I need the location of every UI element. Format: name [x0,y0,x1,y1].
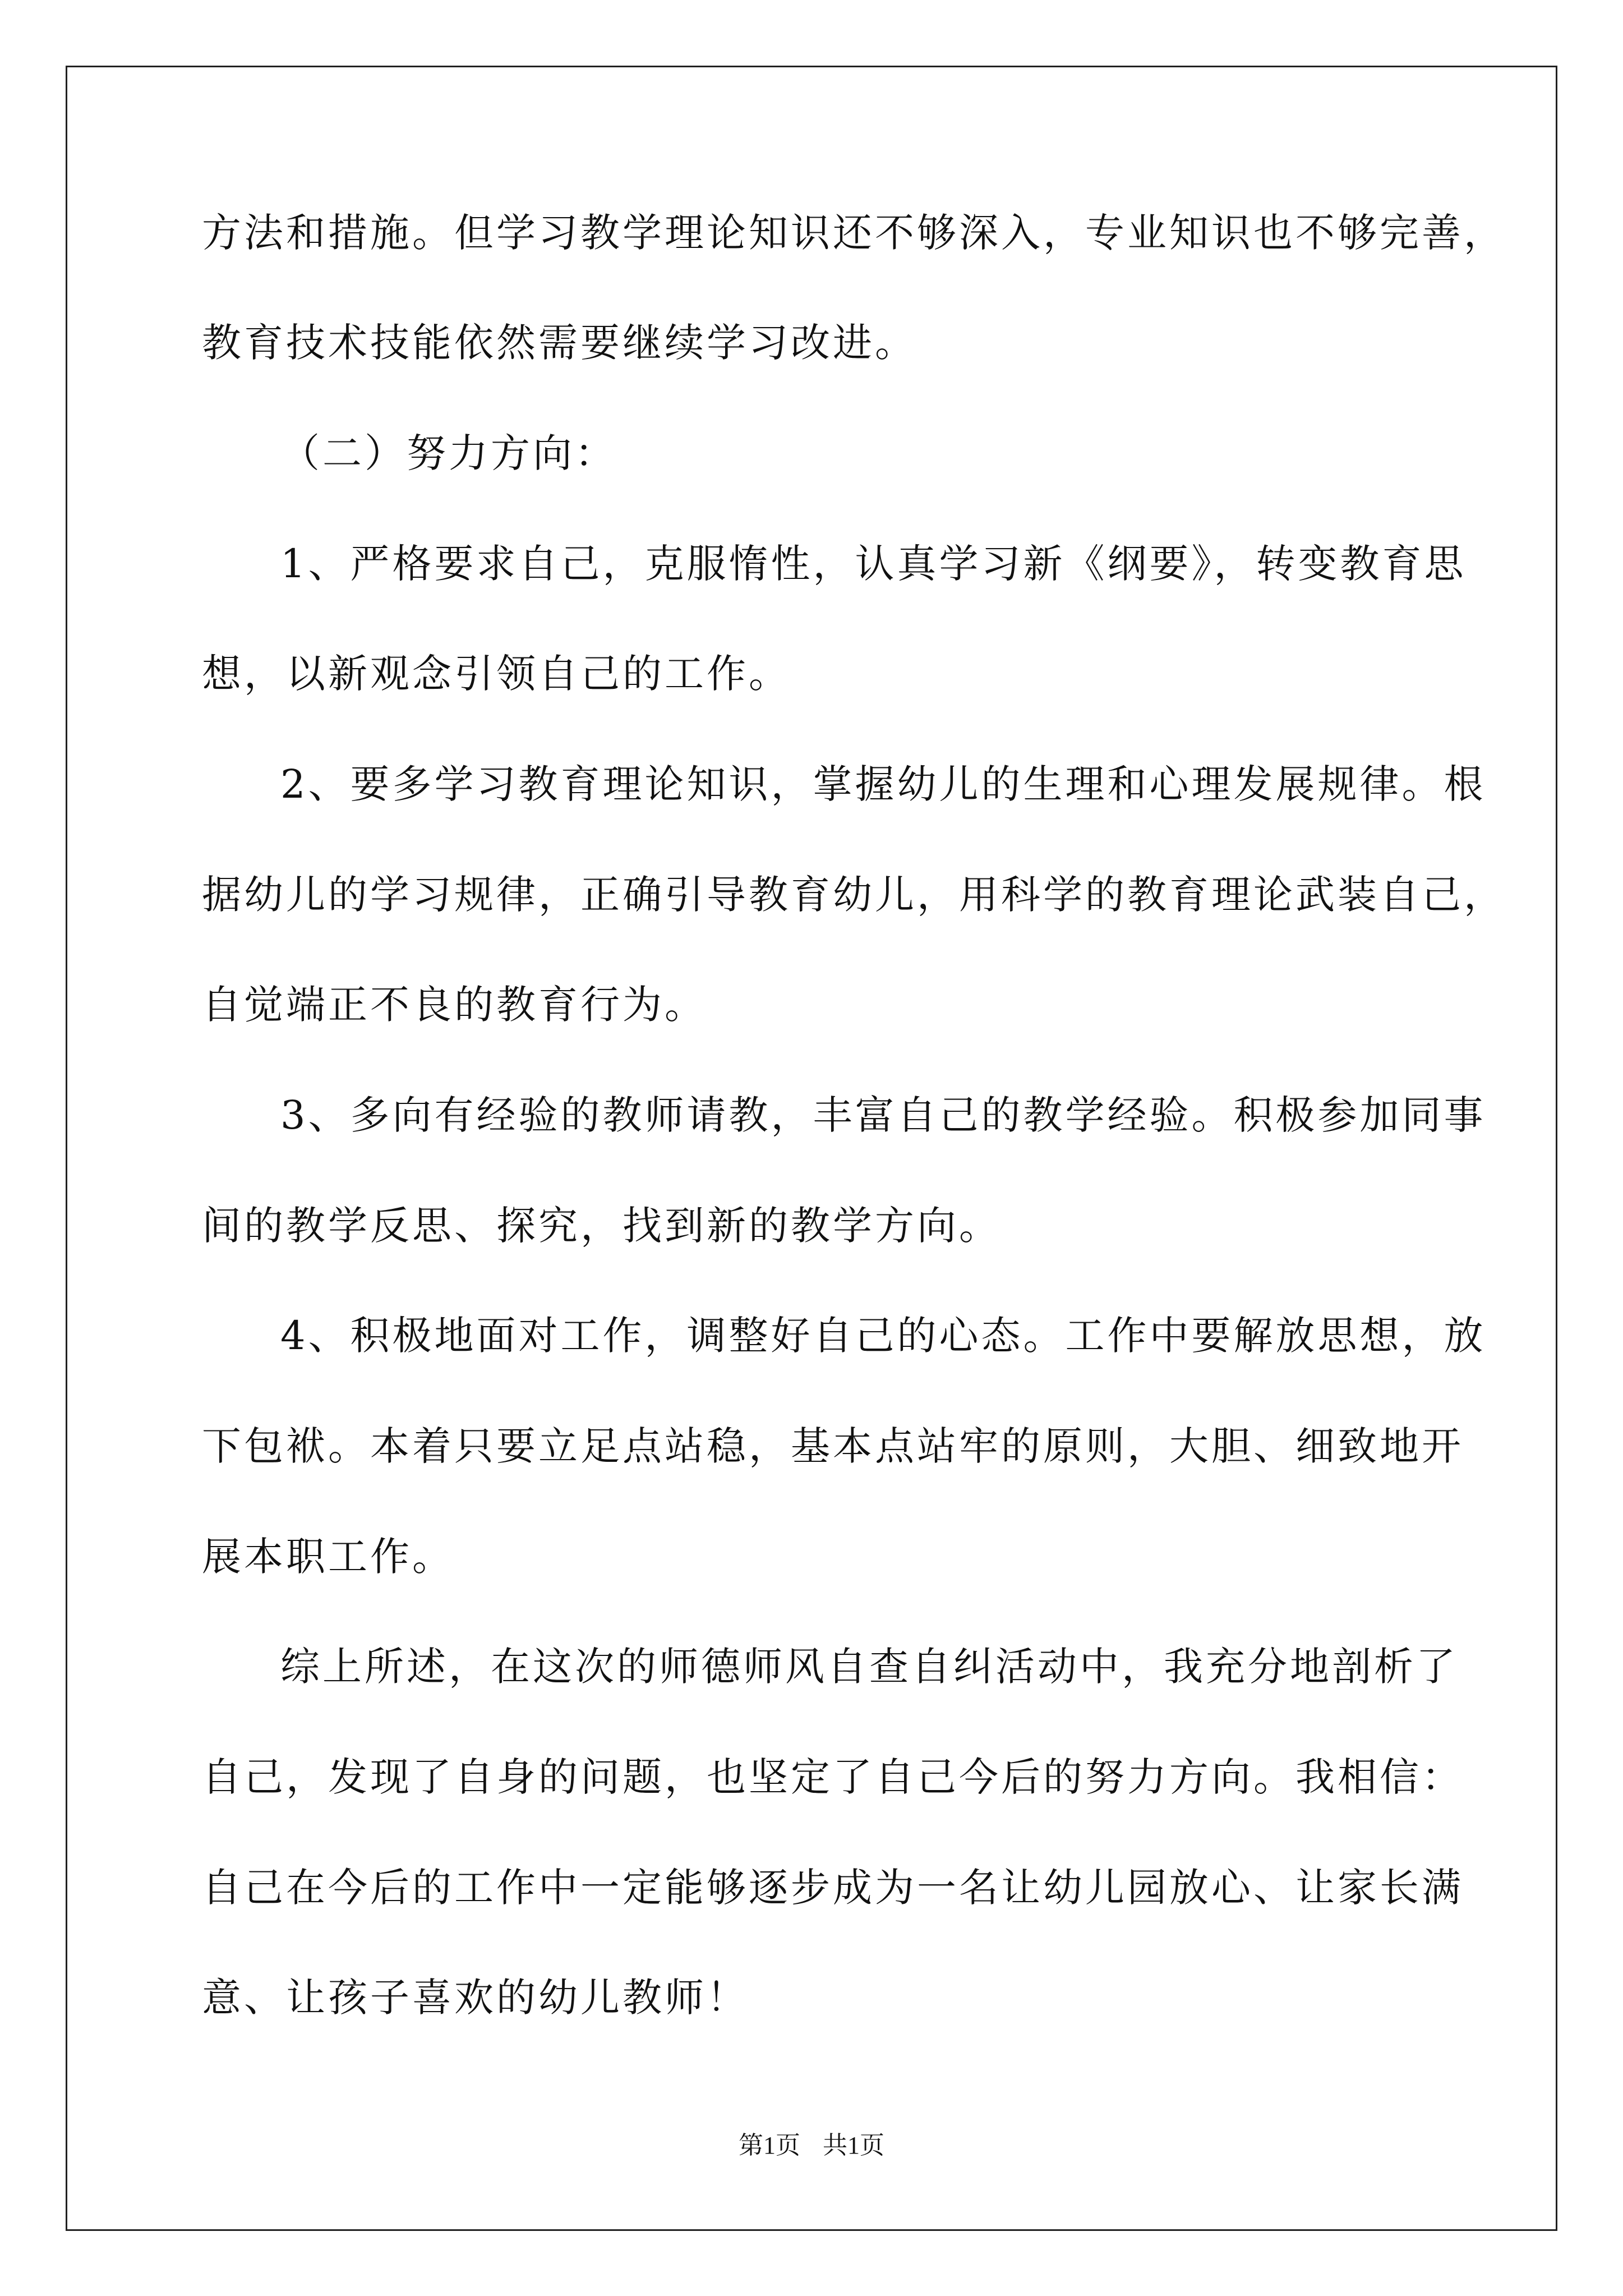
text-line: 综上所述，在这次的师德师风自查自纠活动中，我充分地剖析了 [280,1644,1458,1690]
text-line: 意、让孩子喜欢的幼儿教师！ [202,1975,749,2021]
section-heading: （二）努力方向： [280,430,617,476]
text-line: 据幼儿的学习规律，正确引导教育幼儿，用科学的教育理论武装自己， [202,872,1506,918]
text-line: 4、积极地面对工作，调整好自己的心态。工作中要解放思想，放 [280,1313,1486,1359]
text-line: 间的教学反思、探究，找到新的教学方向。 [202,1203,1001,1249]
text-line: 3、多向有经验的教师请教，丰富自己的教学经验。积极参加同事 [280,1092,1486,1138]
page-total: 共1页 [823,2132,884,2159]
text-line: 自己在今后的工作中一定能够逐步成为一名让幼儿园放心、让家长满 [202,1865,1464,1911]
text-line: 自觉端正不良的教育行为。 [202,982,707,1028]
text-line: 下包袱。本着只要立足点站稳，基本点站牢的原则，大胆、细致地开 [202,1423,1464,1469]
page-footer [0,2129,1623,2162]
text-line: 2、要多学习教育理论知识，掌握幼儿的生理和心理发展规律。根 [280,761,1486,807]
text-line: 方法和措施。但学习教学理论知识还不够深入，专业知识也不够完善， [202,210,1506,256]
text-line: 展本职工作。 [202,1534,454,1580]
text-line: 想，以新观念引领自己的工作。 [202,651,791,697]
page-number: 第1页 [739,2132,800,2159]
text-line: 教育技术技能依然需要继续学习改进。 [202,320,917,366]
text-line: 1、严格要求自己，克服惰性，认真学习新《纲要》，转变教育思 [280,541,1467,587]
text-line: 自己，发现了自身的问题，也坚定了自己今后的努力方向。我相信： [202,1754,1464,1800]
